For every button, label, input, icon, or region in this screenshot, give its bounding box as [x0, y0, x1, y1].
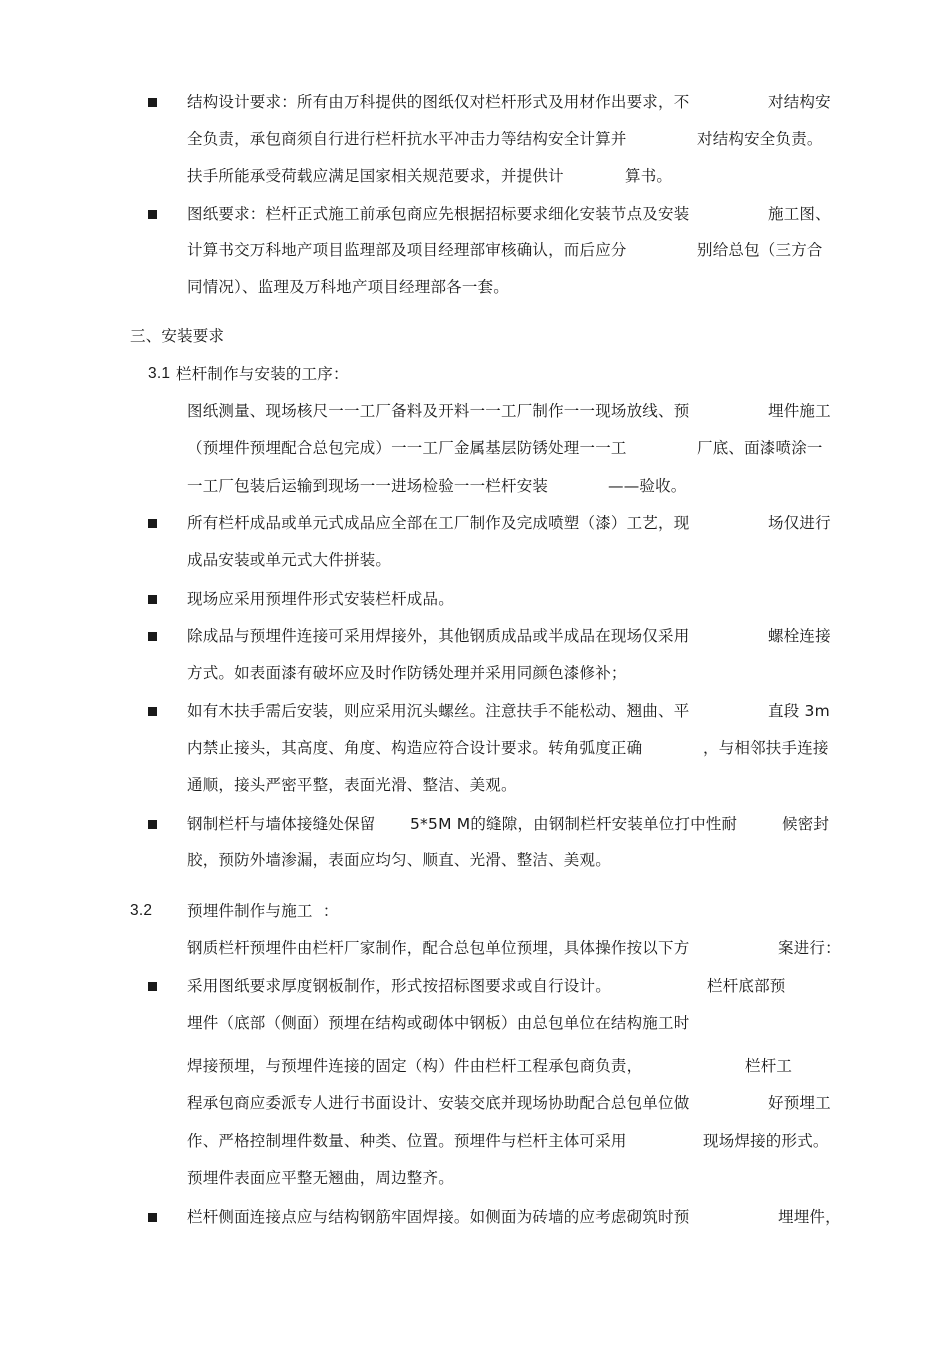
bullet-marker — [148, 820, 157, 829]
text-line: 焊接预埋，与预埋件连接的固定（构）件由栏杆工程承包商负责， — [187, 1057, 643, 1075]
text-line: 埋埋件， — [778, 1208, 841, 1226]
text-line: 埋件施工 — [768, 402, 831, 420]
text-line: 对结构安全负责。 — [697, 130, 823, 148]
subsection-number: 3.1 — [148, 365, 171, 382]
text-line: 栏杆侧面连接点应与结构钢筋牢固焊接。如侧面为砖墙的应考虑砌筑时预 — [187, 1208, 690, 1226]
bullet-marker — [148, 982, 157, 991]
text-line: 图纸要求：栏杆正式施工前承包商应先根据招标要求细化安装节点及安装 — [187, 205, 690, 223]
bullet-marker — [148, 519, 157, 528]
text-line: 作、严格控制埋件数量、种类、位置。预埋件与栏杆主体可采用 — [187, 1132, 627, 1150]
text-line: 对结构安 — [768, 93, 831, 111]
text-line: 5*5M M的缝隙，由钢制栏杆安装单位打中性耐 — [410, 815, 738, 833]
text-line: 图纸测量、现场核尺一一工厂备料及开料一一工厂制作一一现场放线、预 — [187, 402, 690, 420]
bullet-marker — [148, 595, 157, 604]
text-line: 钢质栏杆预埋件由栏杆厂家制作，配合总包单位预埋，具体操作按以下方 — [187, 939, 690, 957]
bullet-marker — [148, 632, 157, 641]
text-line: 好预埋工 — [768, 1094, 831, 1112]
text-line: 所有栏杆成品或单元式成品应全部在工厂制作及完成喷塑（漆）工艺，现 — [187, 514, 690, 532]
section-heading: 三、安装要求 — [130, 327, 225, 345]
text-line: 施工图、 — [768, 205, 831, 223]
text-line: 案进行： — [778, 939, 841, 957]
text-line: 扶手所能承受荷载应满足国家相关规范要求，并提供计 — [187, 167, 564, 185]
text-line: 栏杆底部预 — [707, 977, 786, 995]
bullet-marker — [148, 707, 157, 716]
text-line: 厂底、面漆喷涂一 — [697, 439, 823, 457]
text-line: 结构设计要求：所有由万科提供的图纸仅对栏杆形式及用材作出要求，不 — [187, 93, 690, 111]
text-line: 算书。 — [625, 167, 673, 185]
text-line: 埋件（底部（侧面）预埋在结构或砌体中钢板）由总包单位在结构施工时 — [187, 1014, 690, 1032]
text-line: 方式。如表面漆有破坏应及时作防锈处理并采用同颜色漆修补； — [187, 664, 627, 682]
subsection-number: 3.2 — [130, 902, 153, 919]
text-line: 通顺，接头严密平整，表面光滑、整洁、美观。 — [187, 776, 517, 794]
text-line: 胶，预防外墙渗漏，表面应均匀、顺直、光滑、整洁、美观。 — [187, 851, 611, 869]
text-line: ，与相邻扶手连接 — [703, 739, 829, 757]
bullet-marker — [148, 98, 157, 107]
text-line: ——验收。 — [608, 477, 687, 495]
bullet-marker — [148, 1213, 157, 1222]
text-line: 全负责，承包商须自行进行栏杆抗水平冲击力等结构安全计算并 — [187, 130, 627, 148]
bullet-marker — [148, 210, 157, 219]
text-line: 栏杆工 — [745, 1057, 793, 1075]
text-line: 直段 3m — [768, 702, 830, 720]
text-line: 同情况）、监理及万科地产项目经理部各一套。 — [187, 278, 509, 296]
text-line: 除成品与预埋件连接可采用焊接外，其他钢质成品或半成品在现场仅采用 — [187, 627, 690, 645]
text-line: 内禁止接头，其高度、角度、构造应符合设计要求。转角弧度正确 — [187, 739, 643, 757]
text-line: 成品安装或单元式大件拼装。 — [187, 551, 392, 569]
text-line: 一工厂包装后运输到现场一一进场检验一一栏杆安装 — [187, 477, 549, 495]
text-line: 钢制栏杆与墙体接缝处保留 — [187, 815, 376, 833]
text-line: 现场焊接的形式。 — [703, 1132, 829, 1150]
text-line: 如有木扶手需后安装，则应采用沉头螺丝。注意扶手不能松动、翘曲、平 — [187, 702, 690, 720]
text-line: 别给总包（三方合 — [697, 241, 823, 259]
text-line: 计算书交万科地产项目监理部及项目经理部审核确认，而后应分 — [187, 241, 627, 259]
text-line: 候密封 — [782, 815, 830, 833]
text-line: 螺栓连接 — [768, 627, 831, 645]
text-line: （预埋件预埋配合总包完成）一一工厂金属基层防锈处理一一工 — [187, 439, 627, 457]
text-line: 程承包商应委派专人进行书面设计、安装交底并现场协助配合总包单位做 — [187, 1094, 690, 1112]
text-line: 现场应采用预埋件形式安装栏杆成品。 — [187, 590, 454, 608]
subsection-title: 预埋件制作与施工 ： — [187, 902, 339, 920]
subsection-title: 栏杆制作与安装的工序： — [176, 365, 349, 383]
text-line: 场仅进行 — [768, 514, 831, 532]
text-line: 预埋件表面应平整无翘曲，周边整齐。 — [187, 1169, 454, 1187]
text-line: 采用图纸要求厚度钢板制作，形式按招标图要求或自行设计。 — [187, 977, 611, 995]
